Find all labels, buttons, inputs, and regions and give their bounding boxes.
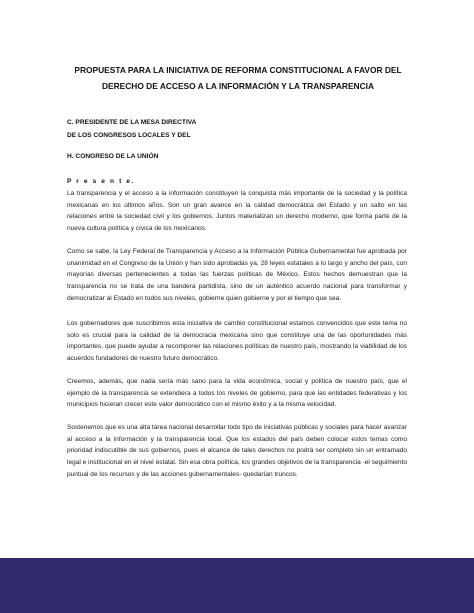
title-line-1: PROPUESTA PARA LA INICIATIVA DE REFORMA CONSTITUCIONAL A FAVOR DEL: [74, 65, 402, 75]
paragraph-3: Los gobernadores que suscribimos esta iniciativa de cambio constitucional estamos convencidos que este tema no solo es crucial para la calidad de la democracia mexicana sino que constituye una de las oportunidades más importantes, que puede ayudar a recomponer las relaciones políticas de nuestro país, mostrando la viabilidad de los acuerdos fundadores de nuestro futuro democrático.: [67, 320, 407, 363]
salutation: P r e s e n t e.: [67, 178, 135, 185]
footer-band: [0, 558, 474, 613]
addressee-line-1: C. PRESIDENTE DE LA MESA DIRECTIVA: [67, 119, 197, 126]
paragraph-2: Como se sabe, la Ley Federal de Transparencia y Acceso a la Información Pública Gubernamental fue aprobada por unanimidad en el Congreso de la Unión y han sido aprobadas ya, 28 leyes estatales a lo largo y ancho del país, con mayorías diversas pertenecientes a todas las fuerzas políticas de México. Estos hechos demuestran que la transparencia no se trata de una bandera partidista, sino de un auténtico acuerdo nacional para transformar y democratizar al Estado en todos sus niveles, gobierne quien gobierne y por el tiempo que sea.: [67, 248, 407, 302]
paragraph-5: Sostenemos que es una alta tarea nacional desarrollar todo tipo de iniciativas públicas y sociales para hacer avanzar al acceso a la información y la transparencia local. Que los estados del país deben colocar estos temas como prioridad indiscutible de sus gobiernos, pues el alcance de tales derechos no podrá ser completo sin un entramado legal e institucional en el nivel estatal. Sin esa obra política, los grandes objetivos de la transparencia -el seguimiento puntual de los recursos y de las acciones gubernamentales- quedarían truncos.: [67, 424, 407, 478]
addressee-line-2: DE LOS CONGRESOS LOCALES Y DEL: [67, 132, 191, 139]
addressee-line-3: H. CONGRESO DE LA UNIÓN: [67, 153, 159, 160]
title-line-2: DERECHO DE ACCESO A LA INFORMACIÓN Y LA TRANSPARENCIA: [101, 81, 375, 91]
paragraph-1: La transparencia y el acceso a la información constituyen la conquista más importante de la sociedad y la política mexicanas en los últimos años. Son un gran avance en la calidad democrática del Estado y un salto en las relaciones entre la sociedad civil y los gobiernos. Juntos materializan un derecho moderno, que forma parte de la nueva cultura política y cívica de los mexicanos.: [67, 190, 407, 233]
paragraph-4: Creemos, además, que nada sería más sano para la vida económica, social y política de nuestro país, que el ejemplo de la transparencia se extendiera a todos los niveles de gobierno, para que las entidades federativas y los municipios hicieran crecer este valor democrático con el mismo éxito y a la misma velocidad.: [67, 378, 407, 409]
document-title: [60, 62, 416, 94]
